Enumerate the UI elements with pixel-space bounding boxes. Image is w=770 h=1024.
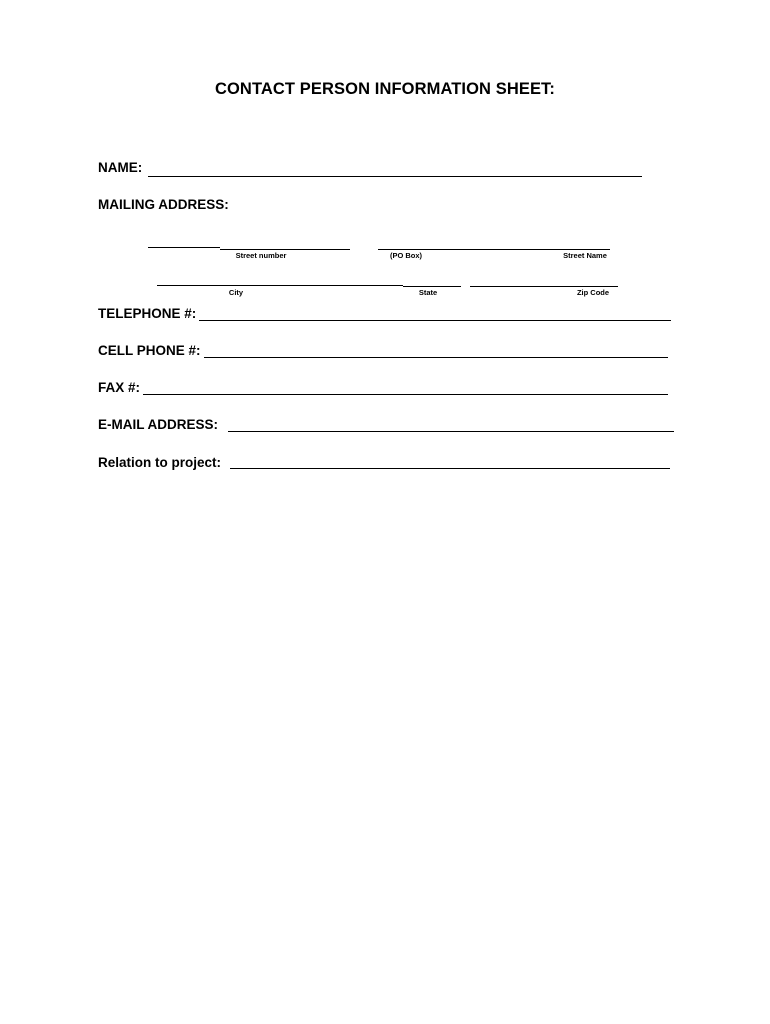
- mailing-address-label: MAILING ADDRESS:: [98, 197, 229, 212]
- po-box-line[interactable]: [378, 249, 610, 250]
- street-number-caption: Street number: [235, 251, 287, 260]
- city-caption: City: [228, 288, 244, 297]
- street-number-line[interactable]: [148, 247, 220, 248]
- state-caption: State: [418, 288, 438, 297]
- name-field-line[interactable]: [148, 176, 642, 177]
- city-line[interactable]: [157, 285, 403, 286]
- street-name-caption: Street Name: [563, 251, 607, 260]
- telephone-label: TELEPHONE #:: [98, 306, 197, 321]
- zip-code-caption: Zip Code: [576, 288, 610, 297]
- po-box-caption: (PO Box): [389, 251, 423, 260]
- fax-label: FAX #:: [98, 380, 141, 395]
- telephone-field-line[interactable]: [199, 320, 671, 321]
- fax-field-line[interactable]: [143, 394, 668, 395]
- email-field-line[interactable]: [228, 431, 674, 432]
- relation-field-line[interactable]: [230, 468, 670, 469]
- state-line[interactable]: [403, 286, 461, 287]
- name-label: NAME:: [98, 160, 143, 175]
- page-title: CONTACT PERSON INFORMATION SHEET:: [214, 80, 556, 98]
- email-label: E-MAIL ADDRESS:: [98, 417, 219, 432]
- zip-line[interactable]: [470, 286, 618, 287]
- street-number-line-2[interactable]: [220, 249, 350, 250]
- relation-label: Relation to project:: [98, 455, 222, 470]
- cell-phone-label: CELL PHONE #:: [98, 343, 201, 358]
- cell-phone-field-line[interactable]: [204, 357, 668, 358]
